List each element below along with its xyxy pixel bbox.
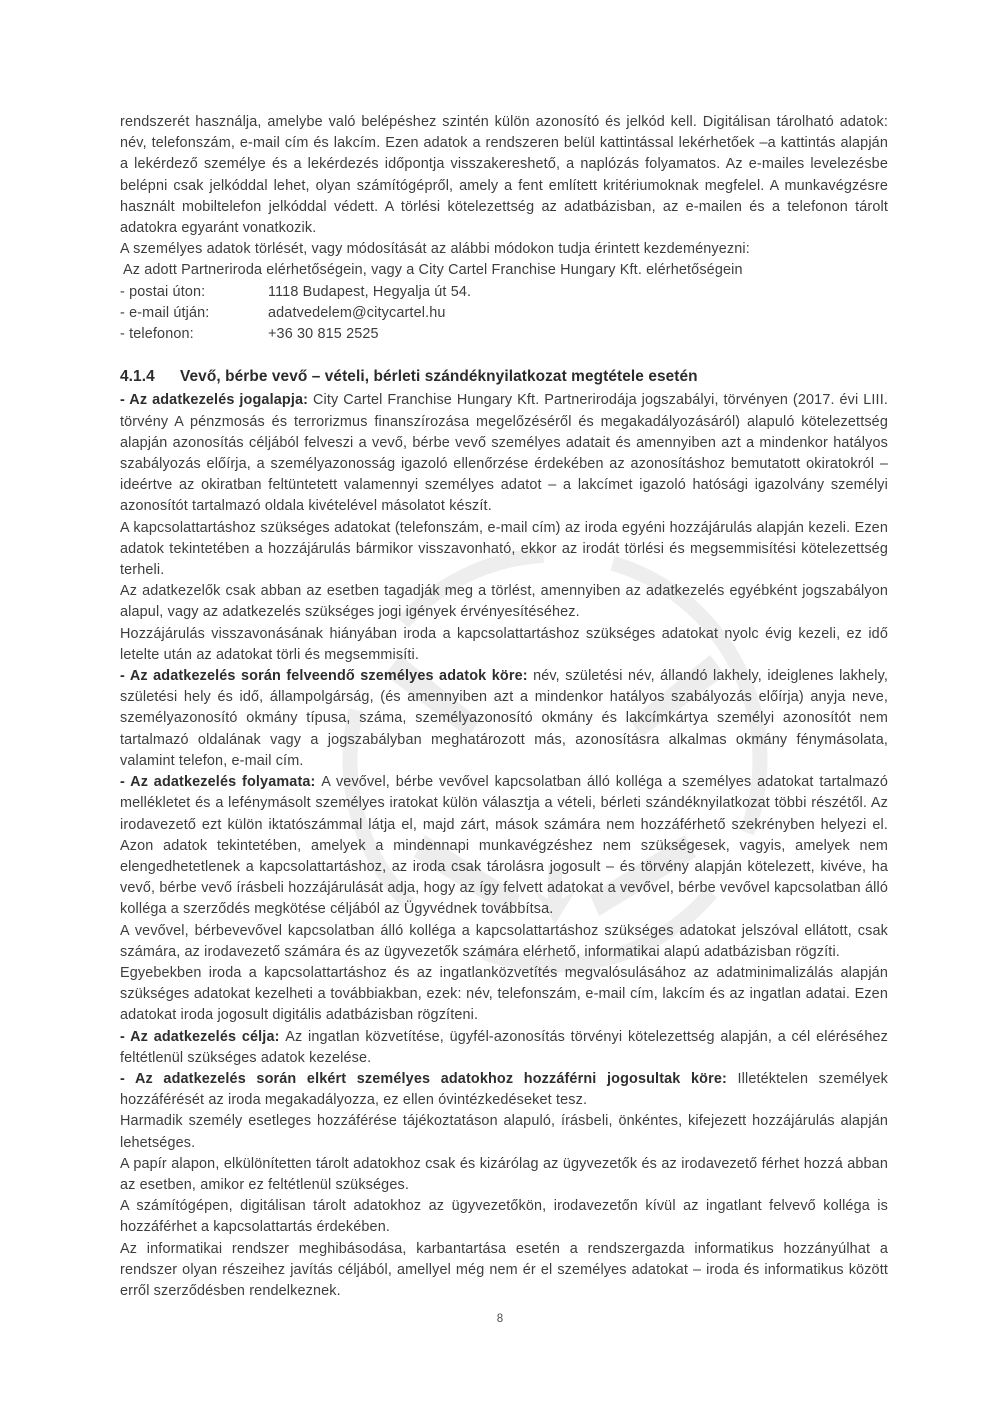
paragraph-lead: - Az adatkezelés folyamata: [120, 774, 322, 791]
contact-value: adatvedelem@citycartel.hu [268, 304, 446, 321]
paragraph: A kapcsolattartáshoz szükséges adatokat (telefonszám, e-mail cím) az iroda egyéni hozzájárulás alapján kezeli. Ezen adatok tekintetében a hozzájárulás bármikor visszavonható, ekkor az irodát törlési és megsemmisítési kötelezettség terheli. [120, 519, 888, 579]
contact-value: 1118 Budapest, Hegyalja út 54. [268, 283, 472, 300]
paragraph-text: név, születési név, állandó lakhely, ideiglenes lakhely, születési hely és idő, állampolgárság, (és amennyiben azt a mindenkor hatályos szabályozás előírja) anyja neve, személyazonosító okmány típusa, száma, személyazonosító okmány és lakcímkártya személyi azonosítót nem tartalmazó oldalának vagy a jogszabályban meghatározott más, azonosításra alkalmas okmány fénymásolata, valamint telefon, e-mail cím. [120, 668, 888, 769]
page-number: 8 [496, 1313, 504, 1325]
paragraph-lead: - Az adatkezelés során felveendő személyes adatok köre: [120, 668, 534, 685]
paragraph: A vevővel, bérbevevővel kapcsolatban álló kolléga a kapcsolattartáshoz szükséges adatokat jelszóval ellátott, csak számára, az irodavezető számára és az ügyvezetők számára elérhető, informatikai alapú adatbázisban rögzíti. [120, 922, 888, 960]
paragraph: A személyes adatok törlését, vagy módosítását az alábbi módokon tudja érintett kezdeményezni: [120, 241, 750, 258]
paragraph: Az adatkezelők csak abban az esetben tagadják meg a törlést, amennyiben az adatkezelés egyébként jogszabályon alapul, vagy az adatkezelés szükséges jogi igények érvényesítéséhez. [120, 583, 888, 621]
paragraph [120, 772, 888, 920]
contact-row-phone [120, 324, 888, 345]
page-content [120, 112, 888, 1302]
paragraph-text: City Cartel Franchise Hungary Kft. Partnerirodája jogszabályi, törvényen (2017. évi LIII. törvény A pénzmosás és terrorizmus finanszírozása megelőzéséről és megakadályozásáról) alapuló kötelezettség alapján azonosítás céljából felveszi a vevő, bérbe vevő személyes adatait és amennyiben azt a mindenkor hatályos szabályozás előírja, a személyazonosság igazoló ellenőrzése érdekében az azonosításhoz bemutatott okiratokról – ideértve az okiratban feltüntetett valamennyi személyes adatot – a lakcímet igazoló hatósági igazolvány személyi azonosítót tartalmazó oldala kivételével másolatot készít. [120, 392, 888, 515]
paragraph-lead: - Az adatkezelés célja: [120, 1028, 286, 1045]
paragraph [120, 666, 888, 772]
paragraph: Egyebekben iroda a kapcsolattartáshoz és az ingatlanközvetítés megvalósulásához az adatminimalizálás alapján szükséges adatokat kezelheti a továbbiakban, ezek: név, telefonszám, e-mail cím, lakcím és az ingatlan adatai. Ezen adatokat iroda jogosult digitális adatbázisban rögzíteni. [120, 964, 888, 1024]
contact-row-email [120, 303, 888, 324]
paragraph: rendszerét használja, amelybe való belépéshez szintén külön azonosító és jelkód kell. Digitálisan tárolható adatok: név, telefonszám, e-mail cím és lakcím. Ezen adatok a rendszeren belül kattintással lekérhetőek –a kattintás alapján a lekérdező személye és a lekérdezés időpontja visszakereshető, a naplózás folyamatos. Az e-mailes levelezésbe belépni csak jelkóddal lehet, olyan számítógépről, amely a fent említett kritériumoknak megfelel. A munkavégzésre használt mobiltelefon jelkóddal védett. A törlési kötelezettség az adatbázisban, az e-mailen és a telefonon tárolt adatokra egyaránt vonatkozik. [120, 114, 888, 237]
paragraph: A papír alapon, elkülönítetten tárolt adatokhoz csak és kizárólag az ügyvezetők és az irodavezető férhet hozzá abban az esetben, amikor ez feltétlenül szükséges. [120, 1155, 888, 1193]
paragraph [120, 1027, 888, 1069]
paragraph: Hozzájárulás visszavonásának hiányában iroda a kapcsolattartáshoz szükséges adatokat nyolc évig kezeli, ez idő letelte után az adatokat törli és megsemmisíti. [120, 625, 888, 663]
section-number: 4.1.4 [120, 368, 155, 386]
paragraph-text: Illetéktelen személyek hozzáférését az iroda megakadályozza, ez ellen óvintézkedéseket tesz. [120, 1070, 888, 1109]
section-heading [120, 366, 888, 387]
paragraph [120, 1069, 888, 1111]
paragraph-text: Az ingatlan közvetítése, ügyfél-azonosítás törvényi kötelezettség alapján, a cél eléréséhez feltétlenül szükséges adatok kezelése. [120, 1028, 888, 1066]
section-title: Vevő, bérbe vevő – vételi, bérleti szándéknyilatkozat megtétele esetén [180, 368, 698, 386]
contact-label: - e-mail útján: [120, 304, 210, 321]
paragraph: A számítógépen, digitálisan tárolt adatokhoz az ügyvezetőkön, irodavezetőn kívül az ingatlant felvevő kolléga is hozzáférhet a kapcsolattartás érdekében. [120, 1198, 888, 1236]
contact-value: +36 30 815 2525 [268, 326, 379, 343]
paragraph: Harmadik személy esetleges hozzáférése tájékoztatáson alapuló, írásbeli, önkéntes, kifejezett hozzájárulás alapján lehetséges. [120, 1113, 888, 1151]
paragraph-lead: - Az adatkezelés során elkért személyes adatokhoz hozzáférni jogosultak köre: [120, 1070, 738, 1087]
paragraph [120, 390, 888, 517]
paragraph-lead: - Az adatkezelés jogalapja: [120, 392, 313, 409]
paragraph: Az adott Partneriroda elérhetőségein, vagy a City Cartel Franchise Hungary Kft. elérhetőségein [123, 262, 743, 279]
paragraph-text: A vevővel, bérbe vevővel kapcsolatban álló kolléga a személyes adatokat tartalmazó mellékletet és a lefénymásolt személyes iratokat külön választja a vételi, bérleti szándéknyilatkozat többi részétől. Az irodavezető ezt külön iktatószámmal látja el, majd zárt, mások számára nem hozzáférhető szekrényben helyezi el. Azon adatok tekintetében, amelyek a mindennapi munkavégzéshez nem szükségesek, vagyis, amelyek nem elengedhetetlenek a kapcsolattartáshoz, az iroda csak tárolásra jogosult – és törvény alapján kötelezett, kivéve, ha vevő, bérbe vevő írásbeli hozzájárulását adja, hogy az így felvett adatokat a vevővel, bérbe vevővel kapcsolatban álló kolléga a szerződés megkötése céljából az Ügyvédnek továbbítsa. [120, 774, 888, 918]
contact-label: - telefonon: [120, 326, 194, 343]
contact-row-postal [120, 282, 888, 303]
contact-label: - postai úton: [120, 283, 206, 300]
paragraph: Az informatikai rendszer meghibásodása, karbantartása esetén a rendszergazda informatikus hozzányúlhat a rendszer olyan részeihez javítás céljából, amellyel még nem ér el személyes adatokat – iroda és informatikus között erről szerződésben rendelkeznek. [120, 1240, 888, 1299]
